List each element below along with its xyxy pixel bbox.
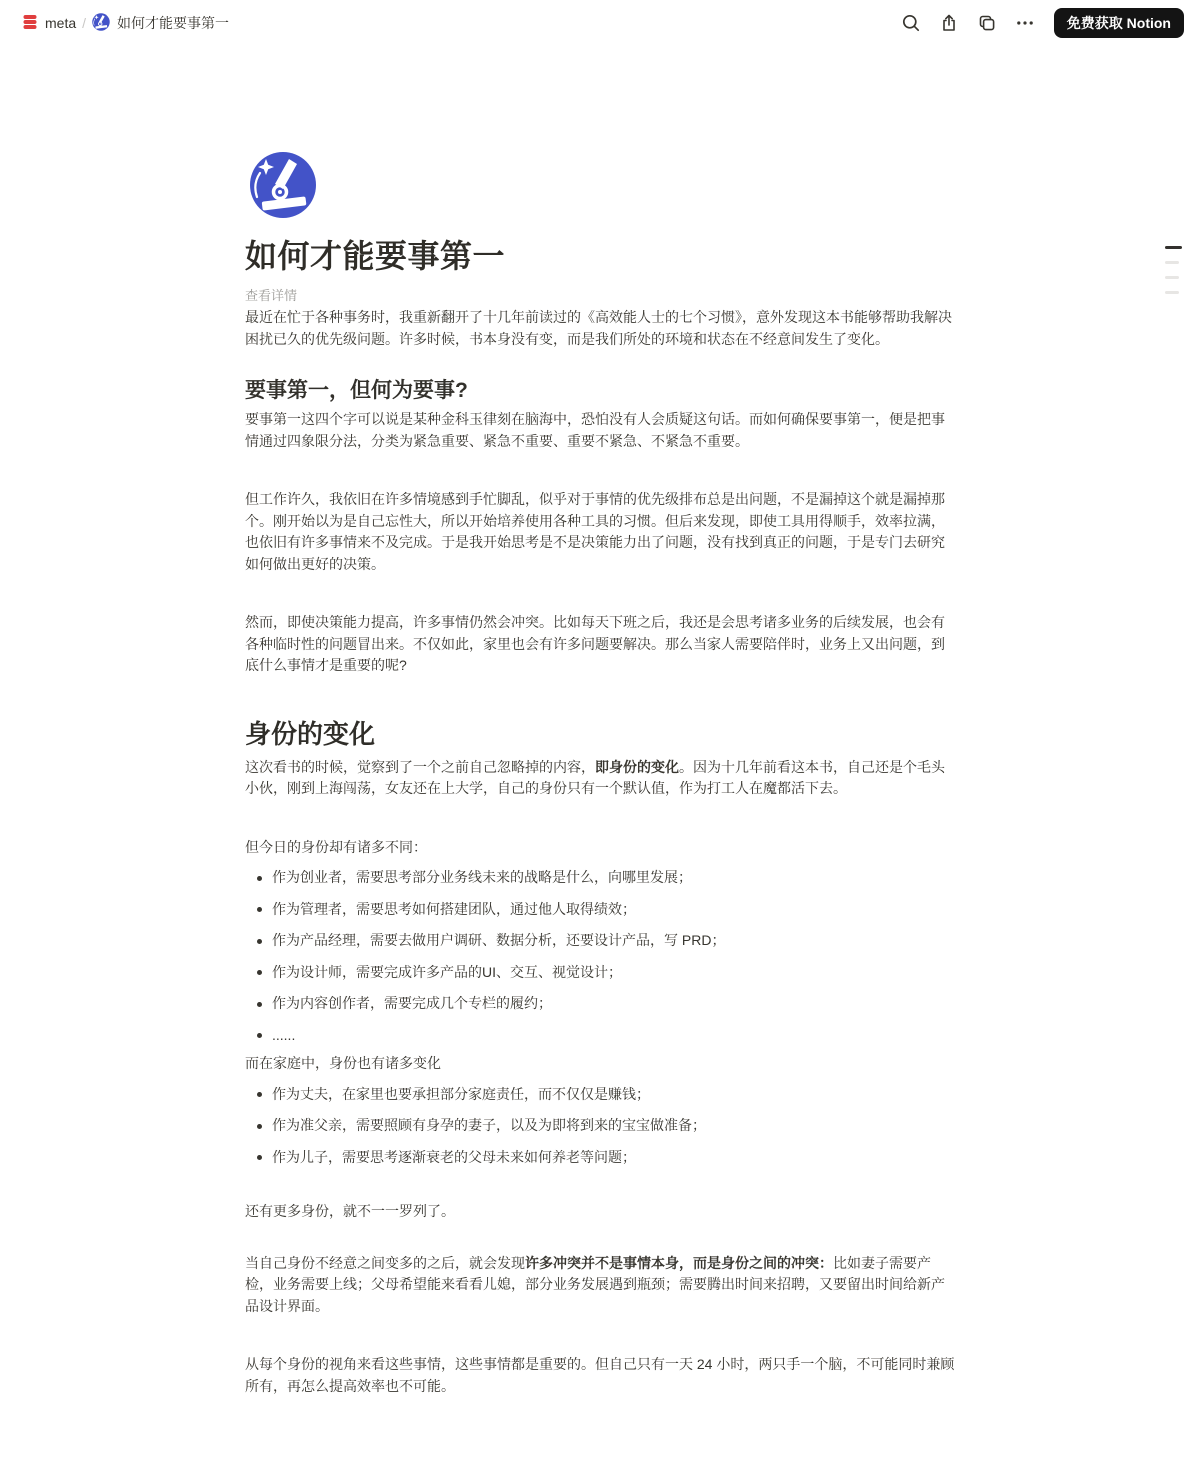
- list-item: 作为创业者，需要思考部分业务线未来的战略是什么，向哪里发展；: [245, 862, 955, 894]
- more-icon: [1015, 13, 1035, 33]
- duplicate-icon: [977, 13, 997, 33]
- duplicate-button[interactable]: [972, 8, 1002, 38]
- paragraph-clash: [245, 1251, 955, 1320]
- paragraph-intro: 最近在忙于各种事务时，我重新翻开了十几年前读过的《高效能人士的七个习惯》，意外发现这本书能够帮助我解决困扰已久的优先级问题。许多时候，书本身没有变，而是我们所处的环境和状态在不经意间发生了变化。: [245, 309, 952, 347]
- list-item: 作为管理者，需要思考如何搭建团队，通过他人取得绩效；: [245, 894, 955, 926]
- page-emoji-icon: [92, 13, 110, 34]
- page-title: 如何才能要事第一: [245, 238, 506, 274]
- identity-prefix: 这次看书的时候，觉察到了一个之前自己忽略掉的内容，: [245, 758, 595, 775]
- share-icon: [939, 13, 959, 33]
- list-item: 作为丈夫，在家里也要承担部分家庭责任，而不仅仅是赚钱；: [245, 1079, 955, 1111]
- search-icon: [901, 13, 921, 33]
- more-button[interactable]: [1010, 8, 1040, 38]
- clash-bold: 许多冲突并不是事情本身，而是身份之间的冲突：: [525, 1254, 833, 1271]
- document-body: [245, 305, 955, 1399]
- family-roles-list: [245, 1079, 955, 1174]
- breadcrumb-page-label: 如何才能要事第一: [117, 15, 230, 31]
- breadcrumb-workspace[interactable]: [18, 12, 80, 35]
- list-item: 作为儿子，需要思考逐渐衰老的父母未来如何养老等问题；: [245, 1142, 955, 1174]
- outline-indicator[interactable]: [1165, 246, 1182, 294]
- paragraph-tools: 但工作许久，我依旧在许多情境感到手忙脚乱，似乎对于事情的优先级排布总是出问题，不是漏掉这个就是漏掉那个。刚开始以为是自己忘性大，所以开始培养使用各种工具的习惯。但后来发现，即使工具用得顺手，效率拉满，也依旧有许多事情来不及完成。于是我开始思考是不是决策能力出了问题，没有找到真正的问题，于是专门去研究如何做出更好的决策。: [245, 491, 945, 572]
- clash-prefix: 当自己身份不经意之间变多的之后，就会发现: [245, 1254, 525, 1271]
- share-button[interactable]: [934, 8, 964, 38]
- work-roles-list: [245, 862, 955, 1051]
- breadcrumb-separator: /: [82, 15, 87, 31]
- clash-suffix: 比如妻子需要产检，业务需要上线；父母希望能来看看儿媳，部分业务发展遇到瓶颈；需要腾出时间来招聘，又要留出时间给新产品设计界面。: [245, 1254, 945, 1314]
- paragraph-more-roles: 还有更多身份，就不一一罗列了。: [245, 1203, 455, 1220]
- search-button[interactable]: [896, 8, 926, 38]
- get-notion-button[interactable]: 免费获取 Notion: [1054, 8, 1184, 38]
- topbar: [0, 0, 1200, 46]
- outline-bar[interactable]: [1165, 246, 1182, 249]
- outline-bar[interactable]: [1165, 276, 1179, 279]
- list-item: 作为产品经理，需要去做用户调研、数据分析，还要设计产品，写 PRD；: [245, 925, 955, 957]
- breadcrumb-workspace-label: meta: [45, 15, 77, 31]
- page-icon[interactable]: [249, 151, 317, 219]
- paragraph-identity: [245, 755, 955, 802]
- list-item: 作为内容创作者，需要完成几个专栏的履约；: [245, 988, 955, 1020]
- detail-link[interactable]: 查看详情: [245, 288, 298, 303]
- empty-block: [245, 1319, 955, 1352]
- empty-block: [245, 802, 955, 835]
- identity-bold: 即身份的变化: [595, 758, 679, 775]
- breadcrumb-page[interactable]: [88, 11, 233, 36]
- outline-bar[interactable]: [1165, 291, 1179, 294]
- database-icon: [22, 14, 38, 33]
- heading-first-things: 要事第一，但何为要事?: [245, 379, 468, 402]
- paragraph-family: 而在家庭中，身份也有诸多变化: [245, 1055, 441, 1072]
- empty-block: [245, 1225, 955, 1251]
- page-content: [245, 46, 955, 1399]
- paragraph-today: 但今日的身份却有诸多不同：: [245, 838, 427, 855]
- heading-identity: 身份的变化: [245, 718, 376, 749]
- telescope-icon: [249, 151, 317, 219]
- outline-bar[interactable]: [1165, 261, 1179, 264]
- list-item: 作为设计师，需要完成许多产品的UI、交互、视觉设计；: [245, 957, 955, 989]
- empty-block: [245, 577, 955, 610]
- paragraph-final: 从每个身份的视角来看这些事情，这些事情都是重要的。但自己只有一天 24 小时，两只手一个脑，不可能同时兼顾所有，再怎么提高效率也不可能。: [245, 1356, 955, 1394]
- list-item: 作为准父亲，需要照顾有身孕的妻子，以及为即将到来的宝宝做准备；: [245, 1110, 955, 1142]
- breadcrumb: [18, 11, 233, 36]
- list-item: ......: [245, 1020, 955, 1052]
- paragraph-quadrant: 要事第一这四个字可以说是某种金科玉律刻在脑海中，恐怕没有人会质疑这句话。而如何确保要事第一，便是把事情通过四象限分法，分类为紧急重要、紧急不重要、重要不紧急、不紧急不重要。: [245, 411, 945, 449]
- empty-block: [245, 454, 955, 487]
- paragraph-conflict-intro: 然而，即使决策能力提高，许多事情仍然会冲突。比如每天下班之后，我还是会思考诸多业务的后续发展，也会有各种临时性的问题冒出来。不仅如此，家里也会有许多问题要解决。那么当家人需要陪伴时，业务上又出问题，到底什么事情才是重要的呢?: [245, 614, 945, 674]
- topbar-actions: [896, 8, 1184, 38]
- empty-block: [245, 1173, 955, 1199]
- identity-suffix: 。因为十几年前看这本书，自己还是个毛头小伙，刚到上海闯荡，女友还在上大学，自己的身份只有一个默认值，作为打工人在魔都活下去。: [245, 758, 945, 797]
